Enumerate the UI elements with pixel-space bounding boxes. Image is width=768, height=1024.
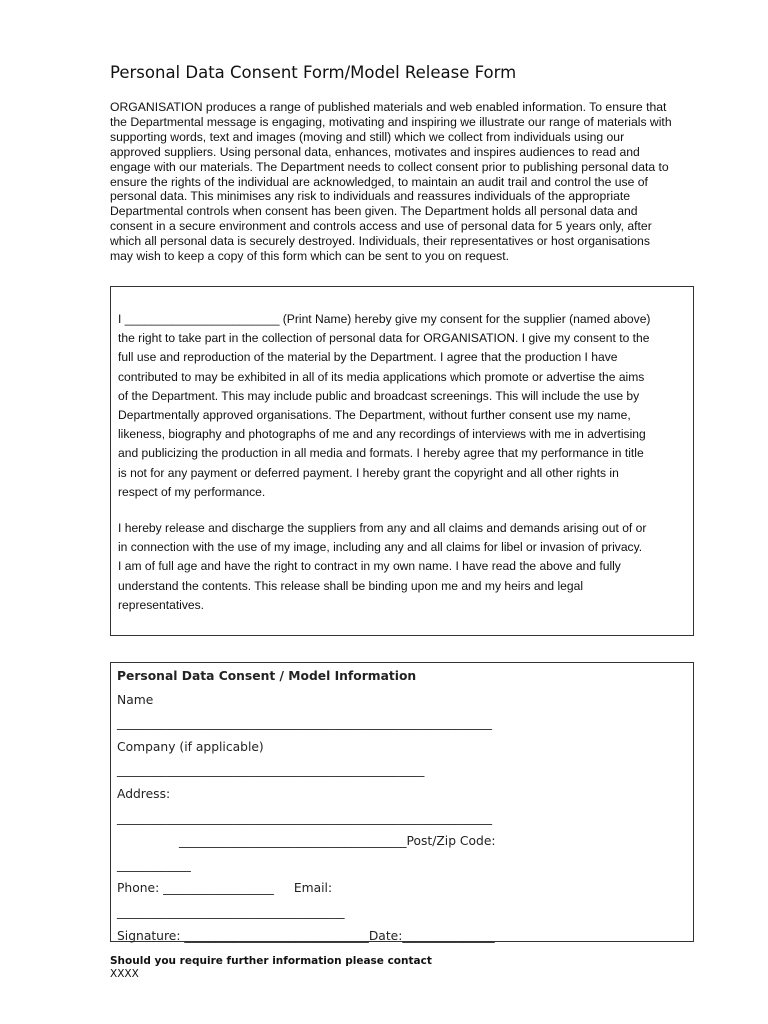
page-title: Personal Data Consent Form/Model Release Form [110,63,517,82]
consent-line: is not for any payment or deferred payment. I hereby grant the copyright and all other rights in [118,465,619,480]
consent-text [118,310,690,615]
release-line: I am of full age and have the right to contract in my own name. I have read the above and fully [118,559,621,574]
intro-line: which all personal data is securely destroyed. Individuals, their representatives or host organisations [110,234,650,249]
intro-line: approved suppliers. Using personal data, enhances, motivates and inspires audiences to read and [110,144,640,159]
name-label: Name [117,692,154,707]
intro-line: ORGANISATION produces a range of published materials and web enabled information. To ensure that [110,100,667,114]
postcode-value-field[interactable]: ____________ [117,857,191,872]
address-field[interactable]: _____________________________________________________________ [117,810,493,825]
consent-line: Departmentally approved organisations. The Department, without further consent use my name, [118,408,631,423]
name-field[interactable]: _____________________________________________________________ [117,716,493,731]
release-line: I hereby release and discharge the suppliers from any and all claims and demands arising out of or [118,521,647,536]
intro-line: consent in a secure environment and controls access and use of personal data for 5 years only, after [110,219,652,234]
phone-field[interactable]: Phone: __________________ [117,881,274,896]
consent-line: likeness, biography and photographs of me and any recordings of interviews with me in advertising [118,427,646,442]
intro-line: the Departmental message is engaging, motivating and inspiring we illustrate our range of materials with [110,114,672,129]
company-label: Company (if applicable) [117,739,264,754]
email-field[interactable]: _____________________________________ [117,904,345,919]
consent-statement-box [110,286,694,636]
consent-line: I _______________________ (Print Name) hereby give my consent for the supplier (named above) [118,312,651,326]
contact-value: XXXX [110,967,139,980]
footer-contact [110,955,432,980]
intro-line: may wish to keep a copy of this form which can be sent to you on request. [110,249,510,264]
phone-email-row [117,877,687,901]
intro-line: Departmental controls when consent has been given. The Department holds all personal data and [110,204,638,219]
consent-line: of the Department. This may include public and broadcast screenings. This will include the use by [118,388,640,403]
email-label: Email: [293,881,333,896]
release-line: understand the contents. This release shall be binding upon me and my heirs and legal [118,578,584,593]
company-field[interactable]: __________________________________________________ [117,763,425,778]
address-label: Address: [117,786,171,801]
consent-line: the right to take part in the collection of personal data for ORGANISATION. I give my consent to the [118,331,650,346]
intro-line: supporting words, text and images (moving and still) which we collect from individuals using our [110,129,625,144]
intro-line: personal data. This minimises any risk to individuals and reassures individuals of the appropriate [110,189,631,204]
consent-line: contributed to may be exhibited in all of its media applications which promote or advertise the aims [118,369,645,384]
model-information-form [110,662,694,942]
postcode-field[interactable]: _____________________________________Post/Zip Code: [179,834,496,849]
release-line: representatives. [118,597,205,612]
form-heading: Personal Data Consent / Model Information [117,669,417,683]
consent-line: and publicizing the production in all media and formats. I hereby agree that my performance in title [118,446,644,461]
intro-line: ensure the rights of the individual are acknowledged, to maintain an audit trail and control the use of [110,174,648,189]
consent-line: respect of my performance. [118,484,266,499]
consent-line: full use and reproduction of the material by the Department. I agree that the production I have [118,350,618,365]
postcode-row [117,830,687,854]
release-line: in connection with the use of my image, including any and all claims for libel or invasion of privacy. [118,540,643,555]
form-fields [117,665,687,948]
contact-label: Should you require further information please contact [110,955,432,967]
intro-paragraph [110,100,700,264]
signature-date-field[interactable]: Signature: ______________________________Date:_______________ [117,928,495,943]
paragraph-gap [118,502,690,519]
intro-line: engage with our materials. The Department needs to collect consent prior to publishing personal data to [110,159,669,174]
